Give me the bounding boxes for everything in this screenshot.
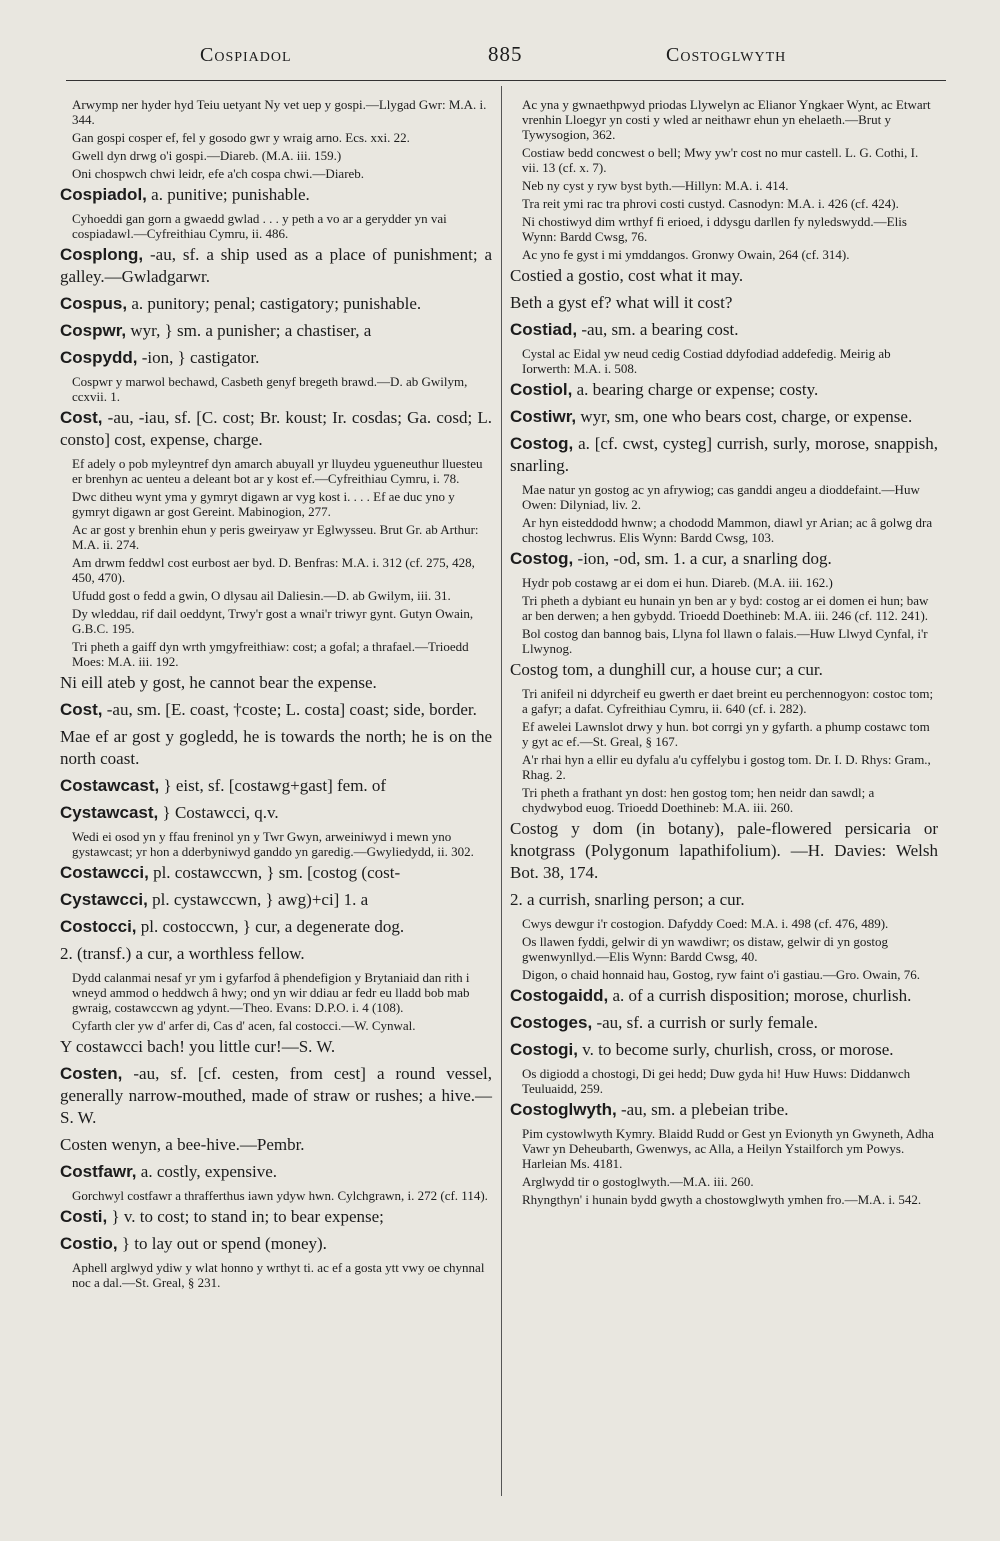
quotation: Cyhoeddi gan gorn a gwaedd gwlad . . . y peth a vo ar a gerydder yn vai cospiadawl.—Cyfreithiau Cymru, ii. 486. — [72, 211, 447, 241]
quotation: Ni chostiwyd dim wrthyf fi erioed, i ddysgu darllen fy nyledswydd.—Elis Wynn: Bardd Cwsg, 76. — [522, 214, 907, 244]
definition-text: -au, -iau, sf. [C. cost; Br. koust; Ir. cosdas; Ga. cosd; L. consto] cost, expense, charge. — [60, 408, 492, 449]
headword: Costoglwyth, — [510, 1100, 617, 1119]
quotation: Cospwr y marwol bechawd, Casbeth genyf bregeth brawd.—D. ab Gwilym, ccxvii. 1. — [72, 374, 468, 404]
dictionary-entry — [510, 985, 938, 1007]
definition-text: -au, sm. a plebeian tribe. — [616, 1100, 789, 1119]
definition-text: } Costawcci, q.v. — [158, 803, 279, 822]
definition-text: pl. costoccwn, } cur, a degenerate dog. — [136, 917, 405, 936]
headword: Cospus, — [60, 294, 128, 313]
headword: Cystawcci, — [60, 890, 148, 909]
right-column — [510, 96, 938, 1210]
quotation: Ef awelei Lawnslot drwy y hun. bot corrgi yn y gyfarth. a phump costawc tom y gyt ac ef.—St. Greal, § 167. — [522, 719, 930, 749]
quotation: Gorchwyl costfawr a thrafferthus iawn ydyw hwn. Cylchgrawn, i. 272 (cf. 114). — [72, 1188, 488, 1203]
quotation: Tri pheth a gaiff dyn wrth ymgyfreithiaw: cost; a gofal; a thrafael.—Trioedd Moes: M.A. iii. 192. — [72, 639, 469, 669]
header-right-guide-word: Costoglwyth — [666, 44, 787, 66]
quotation: Neb ny cyst y ryw byst byth.—Hillyn: M.A. i. 414. — [522, 178, 789, 193]
dictionary-entry — [510, 1039, 938, 1061]
quotation: Os llawen fyddi, gelwir di yn wawdiwr; os distaw, gelwir di yn gostog gwenwynllyd.—Elis Wynn: Bardd Cwsg, 40. — [522, 934, 888, 964]
definition-text: a. costly, expensive. — [136, 1162, 278, 1181]
dictionary-entry — [510, 548, 938, 570]
headword: Costawcci, — [60, 863, 149, 882]
headword: Costog, — [510, 434, 574, 453]
quotation: Hydr pob costawg ar ei dom ei hun. Diareb. (M.A. iii. 162.) — [522, 575, 833, 590]
definition-text: -au, sm. [E. coast, †coste; L. costa] coast; side, border. — [102, 700, 477, 719]
dictionary-entry — [60, 775, 492, 797]
quotation: Am drwm feddwl cost eurbost aer byd. D. Benfras: M.A. i. 312 (cf. 275, 428, 450, 470). — [72, 555, 475, 585]
dictionary-entry — [60, 347, 492, 369]
dictionary-entry — [60, 802, 492, 824]
headword: Costiad, — [510, 320, 578, 339]
quotation: Ar hyn eisteddodd hwnw; a chododd Mammon, diawl yr Arian; ac â golwg dra chostog lechwrus. Elis Wynn: Bardd Cwsg, 103. — [522, 515, 933, 545]
quotation: Ef adely o pob myleyntref dyn amarch abuyall yr lluydeu ygueneuthur lluesteu er brenhyn ac uenteu a deleant bot ar y kost ef.—Cyfreithiau Cymru, i. 78. — [72, 456, 483, 486]
dictionary-entry — [60, 293, 492, 315]
page-number: 885 — [488, 42, 523, 66]
headword: Cosplong, — [60, 245, 144, 264]
headword: Cospiadol, — [60, 185, 147, 204]
quotation: Ac yna y gwnaethpwyd priodas Llywelyn ac Elianor Yngkaer Wynt, ac Etwart vrenhin Lloegyr yn costi y wled ar neithawr ehun yn ehelaeth.—Brut y Tywysogion, 362. — [522, 97, 931, 142]
quotation: Cyfarth cler yw d' arfer di, Cas d' acen, fal costocci.—W. Cynwal. — [72, 1018, 416, 1033]
quotation: Cwys dewgur i'r costogion. Dafyddy Coed: M.A. i. 498 (cf. 476, 489). — [522, 916, 889, 931]
definition-text: a. bearing charge or expense; costy. — [572, 380, 819, 399]
definition-text: -ion, } castigator. — [137, 348, 260, 367]
dictionary-entry — [510, 1012, 938, 1034]
quotation: Dydd calanmai nesaf yr ym i gyfarfod â phendefigion y Brytaniaid dan rith i wneyd ammod o heddwch â hwy; ond yn wir ddiau ar fedr eu lladd bob mab gwraig, costawccwn ag ydynt.—Theo. Evans: D.P.O. i. 4 (108). — [72, 970, 470, 1015]
phrase-entry: 2. a currish, snarling person; a cur. — [510, 890, 745, 909]
dictionary-entry — [510, 406, 938, 428]
headword: Cospydd, — [60, 348, 138, 367]
quotation: Mae natur yn gostog ac yn afrywiog; cas ganddi angeu a dioddefaint.—Huw Owen: Dilyniad, liv. 2. — [522, 482, 920, 512]
dictionary-entry — [60, 320, 492, 342]
phrase-entry: Ni eill ateb y gost, he cannot bear the expense. — [60, 673, 377, 692]
headword: Costogaidd, — [510, 986, 609, 1005]
headword: Cospwr, — [60, 321, 127, 340]
definition-text: -au, sm. a bearing cost. — [577, 320, 739, 339]
dictionary-entry — [510, 379, 938, 401]
dictionary-entry — [60, 407, 492, 451]
dictionary-entry — [510, 1099, 938, 1121]
definition-text: pl. cystawccwn, } awg)+ci] 1. a — [147, 890, 369, 909]
headword: Costocci, — [60, 917, 137, 936]
dictionary-entry — [60, 184, 492, 206]
quotation: Ac ar gost y brenhin ehun y peris gweiryaw yr Eglwysseu. Brut Gr. ab Arthur: M.A. ii. 274. — [72, 522, 479, 552]
quotation: Tra reit ymi rac tra phrovi costi custyd. Casnodyn: M.A. i. 426 (cf. 424). — [522, 196, 899, 211]
phrase-entry: Y costawcci bach! you little cur!—S. W. — [60, 1037, 336, 1056]
definition-text: wyr, } sm. a punisher; a chastiser, a — [126, 321, 372, 340]
quotation: Gan gospi cosper ef, fel y gosodo gwr y wraig arno. Ecs. xxi. 22. — [72, 130, 410, 145]
quotation: Os digiodd a chostogi, Di gei hedd; Duw gyda hi! Huw Huws: Diddanwch Teuluaidd, 259. — [522, 1066, 911, 1096]
definition-text: -au, sf. a currish or surly female. — [592, 1013, 818, 1032]
quotation: Dy wleddau, rif dail oeddynt, Trwy'r gost a wnai'r triwyr gynt. Gutyn Owain, G.B.C. 195. — [72, 606, 474, 636]
phrase-entry: Beth a gyst ef? what will it cost? — [510, 293, 733, 312]
dictionary-entry — [60, 244, 492, 288]
dictionary-entry — [60, 1161, 492, 1183]
quotation: Rhyngthyn' i hunain bydd gwyth a chostowglwyth ymhen fro.—M.A. i. 542. — [522, 1192, 922, 1207]
headword: Costogi, — [510, 1040, 578, 1059]
quotation: Arwymp ner hyder hyd Teiu uetyant Ny vet uep y gospi.—Llygad Gwr: M.A. i. 344. — [72, 97, 487, 127]
dictionary-entry — [60, 916, 492, 938]
definition-text: pl. costawccwn, } sm. [costog (cost- — [148, 863, 401, 882]
quotation: Ufudd gost o fedd a gwin, O dlysau ail Daliesin.—D. ab Gwilym, iii. 31. — [72, 588, 451, 603]
column-divider — [501, 86, 502, 1496]
headword: Costiwr, — [510, 407, 577, 426]
definition-text: -ion, -od, sm. 1. a cur, a snarling dog. — [573, 549, 832, 568]
quotation: Costiaw bedd concwest o bell; Mwy yw'r cost no mur castell. L. G. Cothi, I. vii. 13 (cf. x. 7). — [522, 145, 919, 175]
headword: Cystawcast, — [60, 803, 159, 822]
quotation: Digon, o chaid honnaid hau, Gostog, ryw faint o'i gastiau.—Gro. Owain, 76. — [522, 967, 921, 982]
phrase-entry: 2. (transf.) a cur, a worthless fellow. — [60, 944, 305, 963]
headword: Costiol, — [510, 380, 573, 399]
dictionary-entry — [510, 319, 938, 341]
quotation: Tri anifeil ni ddyrcheif eu gwerth er daet breint eu perchennogyon: costoc tom; a gafyr; a dafat. Cyfreithiau Cymru, ii. 640 (cf. i. 282). — [522, 686, 934, 716]
running-head — [0, 44, 1000, 74]
definition-text: -au, sf. [cf. cesten, from cest] a round vessel, generally narrow-mouthed, made of straw or rushes; a hive.—S. W. — [60, 1064, 492, 1127]
headword: Cost, — [60, 408, 103, 427]
dictionary-entry — [60, 1233, 492, 1255]
definition-text: } v. to cost; to stand in; to bear expense; — [107, 1207, 384, 1226]
dictionary-entry — [60, 889, 492, 911]
dictionary-entry — [60, 1206, 492, 1228]
quotation: Cystal ac Eidal yw neud cedig Costiad ddyfodiad addefedig. Meirig ab Iorwerth: M.A. i. 508. — [522, 346, 891, 376]
quotation: Ac yno fe gyst i mi ymddangos. Gronwy Owain, 264 (cf. 314). — [522, 247, 850, 262]
definition-text: a. punitive; punishable. — [146, 185, 310, 204]
headword: Costen, — [60, 1064, 123, 1083]
dictionary-entry — [60, 862, 492, 884]
quotation: Tri pheth a dybiant eu hunain yn ben ar y byd: costog ar ei domen ei hun; baw ar ben derwen; a hen gybydd. Trioedd Doethineb: M.A. iii. 246 (cf. 112. 241). — [522, 593, 929, 623]
dictionary-entry — [60, 699, 492, 721]
definition-text: wyr, sm, one who bears cost, charge, or expense. — [576, 407, 913, 426]
quotation: Aphell arglwyd ydiw y wlat honno y wrthyt ti. ac ef a gosta ytt vwy oe chynnal noc a dal.—St. Greal, § 231. — [72, 1260, 485, 1290]
dictionary-entry — [60, 1063, 492, 1129]
phrase-entry: Costog tom, a dunghill cur, a house cur; a cur. — [510, 660, 823, 679]
left-column — [60, 96, 492, 1293]
definition-text: v. to become surly, churlish, cross, or morose. — [578, 1040, 894, 1059]
headword: Costfawr, — [60, 1162, 137, 1181]
phrase-entry: Costen wenyn, a bee-hive.—Pembr. — [60, 1135, 305, 1154]
quotation: A'r rhai hyn a ellir eu dyfalu a'u cyffelybu i gostog tom. Dr. I. D. Rhys: Gram., Rhag. 2. — [522, 752, 931, 782]
headword: Costi, — [60, 1207, 108, 1226]
quotation: Gwell dyn drwg o'i gospi.—Diareb. (M.A. iii. 159.) — [72, 148, 342, 163]
definition-text: -au, sf. a ship used as a place of punishment; a galley.—Gwladgarwr. — [60, 245, 492, 286]
header-left-guide-word: Cospiadol — [200, 44, 292, 66]
definition-text: } eist, sf. [costawg+gast] fem. of — [159, 776, 387, 795]
quotation: Dwc ditheu wynt yma y gymryt digawn ar vyg kost i. . . . Ef ae duc yno y gymryt digawn ar gost Gereint. Mabinogion, 277. — [72, 489, 455, 519]
quotation: Pim cystowlwyth Kymry. Blaidd Rudd or Gest yn Evionyth yn Gwyneth, Adha Vawr yn Deheubarth, Gwenwys, ac Alla, a Heilyn Ystailforch ym Powys. Harleian Ms. 4181. — [522, 1126, 934, 1171]
headword: Costoges, — [510, 1013, 593, 1032]
definition-text: a. [cf. cwst, cysteg] currish, surly, morose, snappish, snarling. — [510, 434, 938, 475]
quotation: Tri pheth a frathant yn dost: hen gostog tom; hen neidr dan sawdl; a chydwybod euog. Trioedd Doethineb: M.A. iii. 260. — [522, 785, 875, 815]
headword: Costio, — [60, 1234, 118, 1253]
headword: Costog, — [510, 549, 574, 568]
quotation: Bol costog dan bannog bais, Llyna fol llawn o falais.—Huw Llwyd Cynfal, i'r Llwynog. — [522, 626, 928, 656]
quotation: Wedi ei osod yn y ffau freninol yn y Twr Gwyn, arweiniwyd i mewn yno gystawcast; yr hon a dderbyniwyd ganddo yn garedig.—Gwyliedydd, ii. 302. — [72, 829, 474, 859]
phrase-entry: Mae ef ar gost y gogledd, he is towards the north; he is on the north coast. — [60, 727, 492, 768]
definition-text: a. punitory; penal; castigatory; punishable. — [127, 294, 422, 313]
dictionary-entry — [510, 433, 938, 477]
header-rule — [66, 80, 946, 81]
headword: Costawcast, — [60, 776, 160, 795]
quotation: Oni chospwch chwi leidr, efe a'ch cospa chwi.—Diareb. — [72, 166, 365, 181]
phrase-entry: Costog y dom (in botany), pale-flowered persicaria or knotgrass (Polygonum lapathifolium). —H. Davies: Welsh Bot. 38, 174. — [510, 819, 938, 882]
headword: Cost, — [60, 700, 103, 719]
phrase-entry: Costied a gostio, cost what it may. — [510, 266, 744, 285]
definition-text: } to lay out or spend (money). — [117, 1234, 327, 1253]
definition-text: a. of a currish disposition; morose, churlish. — [608, 986, 912, 1005]
quotation: Arglwydd tir o gostoglwyth.—M.A. iii. 260. — [522, 1174, 754, 1189]
